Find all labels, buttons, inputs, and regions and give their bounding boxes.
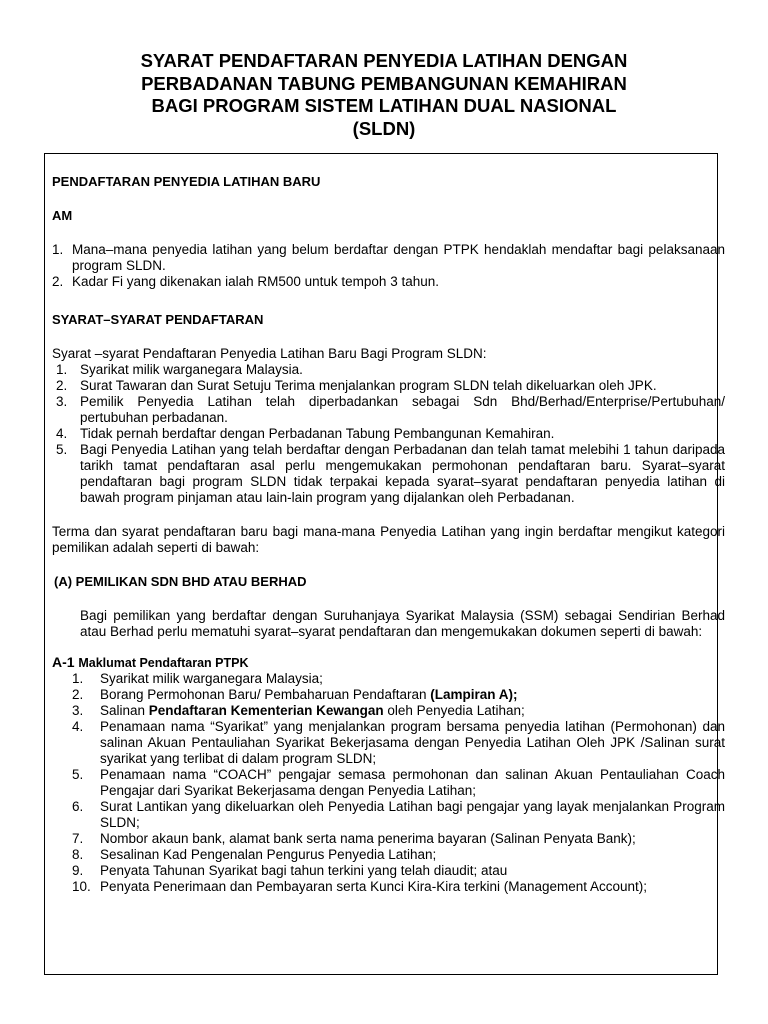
list-item: 2. Kadar Fi yang dikenakan ialah RM500 untuk tempoh 3 tahun. [52,274,439,289]
terms-paragraph: Terma dan syarat pendaftaran baru bagi mana-mana Penyedia Latihan yang ingin berdaftar mengikut kategori pemilikan adalah seperti di bawah: [52,524,725,555]
document-title [60,50,708,140]
list-item: 5. Bagi Penyedia Latihan yang telah berdaftar dengan Perbadanan dan telah tamat melebihi 1 tahun daripada tarikh tamat pendaftaran asal perlu mengemukakan permohonan pendaftaran baru. Syarat–syarat pendaftaran bagi program SLDN tidak terpakai kepada syarat–syarat pendaftaran penyedia latihan di bawah program pinjaman atau lain-lain program yang dijalankan oleh Perbadanan. [56,442,725,505]
subsection-heading-a1: A-1 Maklumat Pendaftaran PTPK [52,654,249,670]
list-item: 9. Penyata Tahunan Syarikat bagi tahun terkini yang telah diaudit; atau [72,863,508,878]
list-item: 1. Mana–mana penyedia latihan yang belum berdaftar dengan PTPK hendaklah mendaftar bagi pelaksanaan program SLDN. [52,242,725,273]
list-item: 6. Surat Lantikan yang dikeluarkan oleh Penyedia Latihan bagi pengajar yang layak menjalankan Program SLDN; [72,799,725,830]
list-item: 5. Penamaan nama “COACH” pengajar semasa permohonan dan salinan Akuan Pentauliahan Coach Pengajar dari Syarikat Bekerjasama dengan Penyedia Latihan; [72,767,725,798]
title-line: BAGI PROGRAM SISTEM LATIHAN DUAL NASIONAL [151,95,617,116]
list-item: 4. Penamaan nama “Syarikat” yang menjalankan program bersama penyedia latihan (Permohonan) dan salinan Akuan Pentauliahan Syarikat Bekerjasama dengan Penyedia Latihan Oleh JPK /Salinan surat syarikat yang terlibat di dalam program SLDN; [72,719,725,766]
list-item: 4. Tidak pernah berdaftar dengan Perbadanan Tabung Pembangunan Kemahiran. [56,426,555,441]
list-item: 8. Sesalinan Kad Pengenalan Pengurus Penyedia Latihan; [72,847,437,862]
list-item: 10. Penyata Penerimaan dan Pembayaran serta Kunci Kira-Kira terkini (Management Account); [72,879,648,894]
section-heading-new-registration: PENDAFTARAN PENYEDIA LATIHAN BARU [52,174,321,189]
section-heading-am: AM [52,208,73,223]
list-item: 2. Borang Permohonan Baru/ Pembaharuan Pendaftaran (Lampiran A); [72,687,518,702]
section-heading-requirements: SYARAT–SYARAT PENDAFTARAN [52,312,264,327]
list-item: 2. Surat Tawaran dan Surat Setuju Terima menjalankan program SLDN telah dikeluarkan oleh JPK. [56,378,657,393]
requirements-intro: Syarat –syarat Pendaftaran Penyedia Latihan Baru Bagi Program SLDN: [52,346,487,361]
title-line: SYARAT PENDAFTARAN PENYEDIA LATIHAN DENGAN [140,50,628,71]
list-item: 1. Syarikat milik warganegara Malaysia. [56,362,303,377]
section-a-paragraph: Bagi pemilikan yang berdaftar dengan Suruhanjaya Syarikat Malaysia (SSM) sebagai Sendirian Berhad atau Berhad perlu mematuhi syarat–syarat pendaftaran dan mengemukakan dokumen seperti di bawah: [80,608,725,639]
title-line: PERBADANAN TABUNG PEMBANGUNAN KEMAHIRAN [141,72,627,94]
list-item: 1. Syarikat milik warganegara Malaysia; [72,671,323,686]
title-line: (SLDN) [352,117,416,139]
section-heading-a: (A) PEMILIKAN SDN BHD ATAU BERHAD [54,574,307,589]
document-body [52,174,725,895]
list-item: 3. Pemilik Penyedia Latihan telah diperbadankan sebagai Sdn Bhd/Berhad/Enterprise/Pertubuhan/ pertubuhan perbadanan. [56,394,725,425]
list-item: 7. Nombor akaun bank, alamat bank serta nama penerima bayaran (Salinan Penyata Bank); [72,831,636,846]
list-item: 3. Salinan Pendaftaran Kementerian Kewangan oleh Penyedia Latihan; [72,703,525,718]
